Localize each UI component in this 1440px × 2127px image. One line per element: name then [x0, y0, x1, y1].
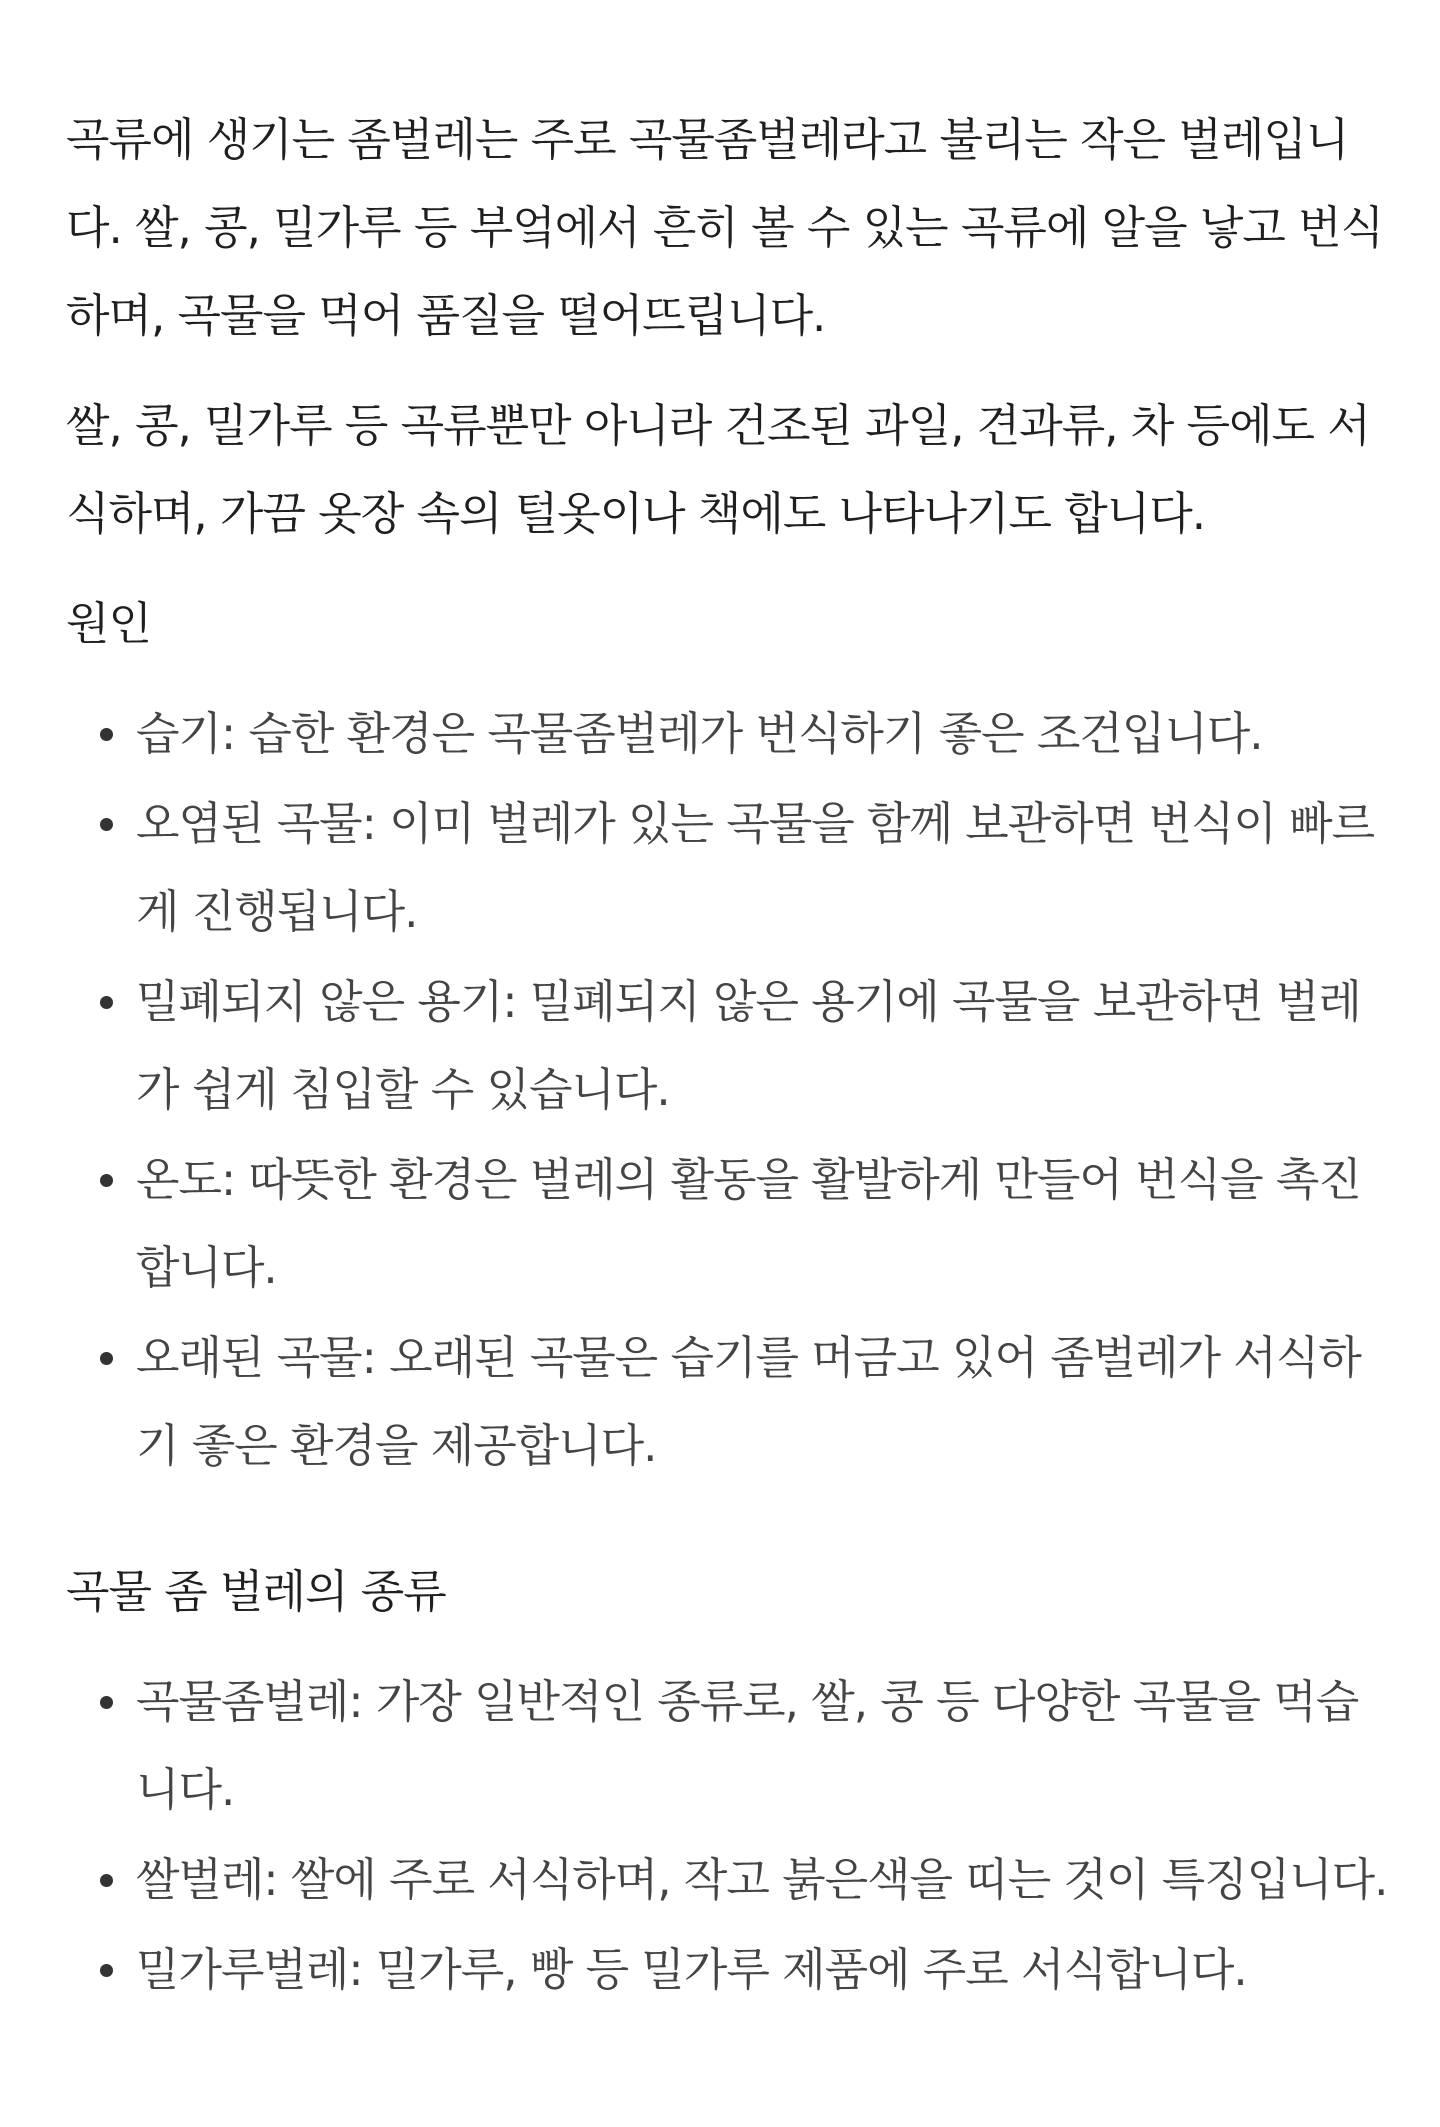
bullet-dot	[100, 728, 113, 741]
types-list	[66, 1658, 1398, 2014]
bullet-dot	[100, 1964, 113, 1977]
bullet-dot	[100, 996, 113, 1009]
list-item	[136, 780, 1398, 956]
list-item-text: 밀폐되지 않은 용기: 밀폐되지 않은 용기에 곡물을 보관하면 벌레가 쉽게 침입할 수 있습니다.	[136, 975, 1361, 1116]
intro-paragraph: 곡류에 생기는 좀벌레는 주로 곡물좀벌레라고 불리는 작은 벌레입니다. 쌀, 콩, 밀가루 등 부엌에서 흔히 볼 수 있는 곡류에 알을 낳고 번식하며, 곡물을 먹어 품질을 떨어뜨립니다.	[66, 113, 1384, 342]
list-item	[136, 1136, 1398, 1312]
intro-paragraph: 쌀, 콩, 밀가루 등 곡류뿐만 아니라 건조된 과일, 견과류, 차 등에도 서식하며, 가끔 옷장 속의 털옷이나 책에도 나타나기도 합니다.	[66, 399, 1370, 540]
bullet-dot	[100, 818, 113, 831]
list-item	[136, 1926, 1398, 2014]
list-item-text: 쌀벌레: 쌀에 주로 서식하며, 작고 붉은색을 띠는 것이 특징입니다.	[136, 1853, 1388, 1906]
bullet-dot	[100, 1174, 113, 1187]
list-item	[136, 958, 1398, 1134]
list-item-text: 오래된 곡물: 오래된 곡물은 습기를 머금고 있어 좀벌레가 서식하기 좋은 환경을 제공합니다.	[136, 1331, 1361, 1472]
list-item	[136, 1314, 1398, 1490]
list-item	[136, 1836, 1398, 1924]
bullet-dot	[100, 1352, 113, 1365]
list-item-text: 곡물좀벌레: 가장 일반적인 종류로, 쌀, 콩 등 다양한 곡물을 먹습니다.	[136, 1675, 1359, 1816]
causes-heading: 원인	[66, 597, 151, 650]
causes-list	[66, 690, 1398, 1490]
types-heading: 곡물 좀 벌레의 종류	[66, 1565, 446, 1618]
list-item-text: 오염된 곡물: 이미 벌레가 있는 곡물을 함께 보관하면 번식이 빠르게 진행됩니다.	[136, 797, 1375, 938]
bullet-dot	[100, 1874, 113, 1887]
bullet-dot	[100, 1696, 113, 1709]
list-item-text: 습기: 습한 환경은 곡물좀벌레가 번식하기 좋은 조건입니다.	[136, 707, 1263, 760]
list-item-text: 온도: 따뜻한 환경은 벌레의 활동을 활발하게 만들어 번식을 촉진합니다.	[136, 1153, 1361, 1294]
list-item	[136, 1658, 1398, 1834]
list-item	[136, 690, 1398, 778]
list-item-text: 밀가루벌레: 밀가루, 빵 등 밀가루 제품에 주로 서식합니다.	[136, 1943, 1247, 1996]
